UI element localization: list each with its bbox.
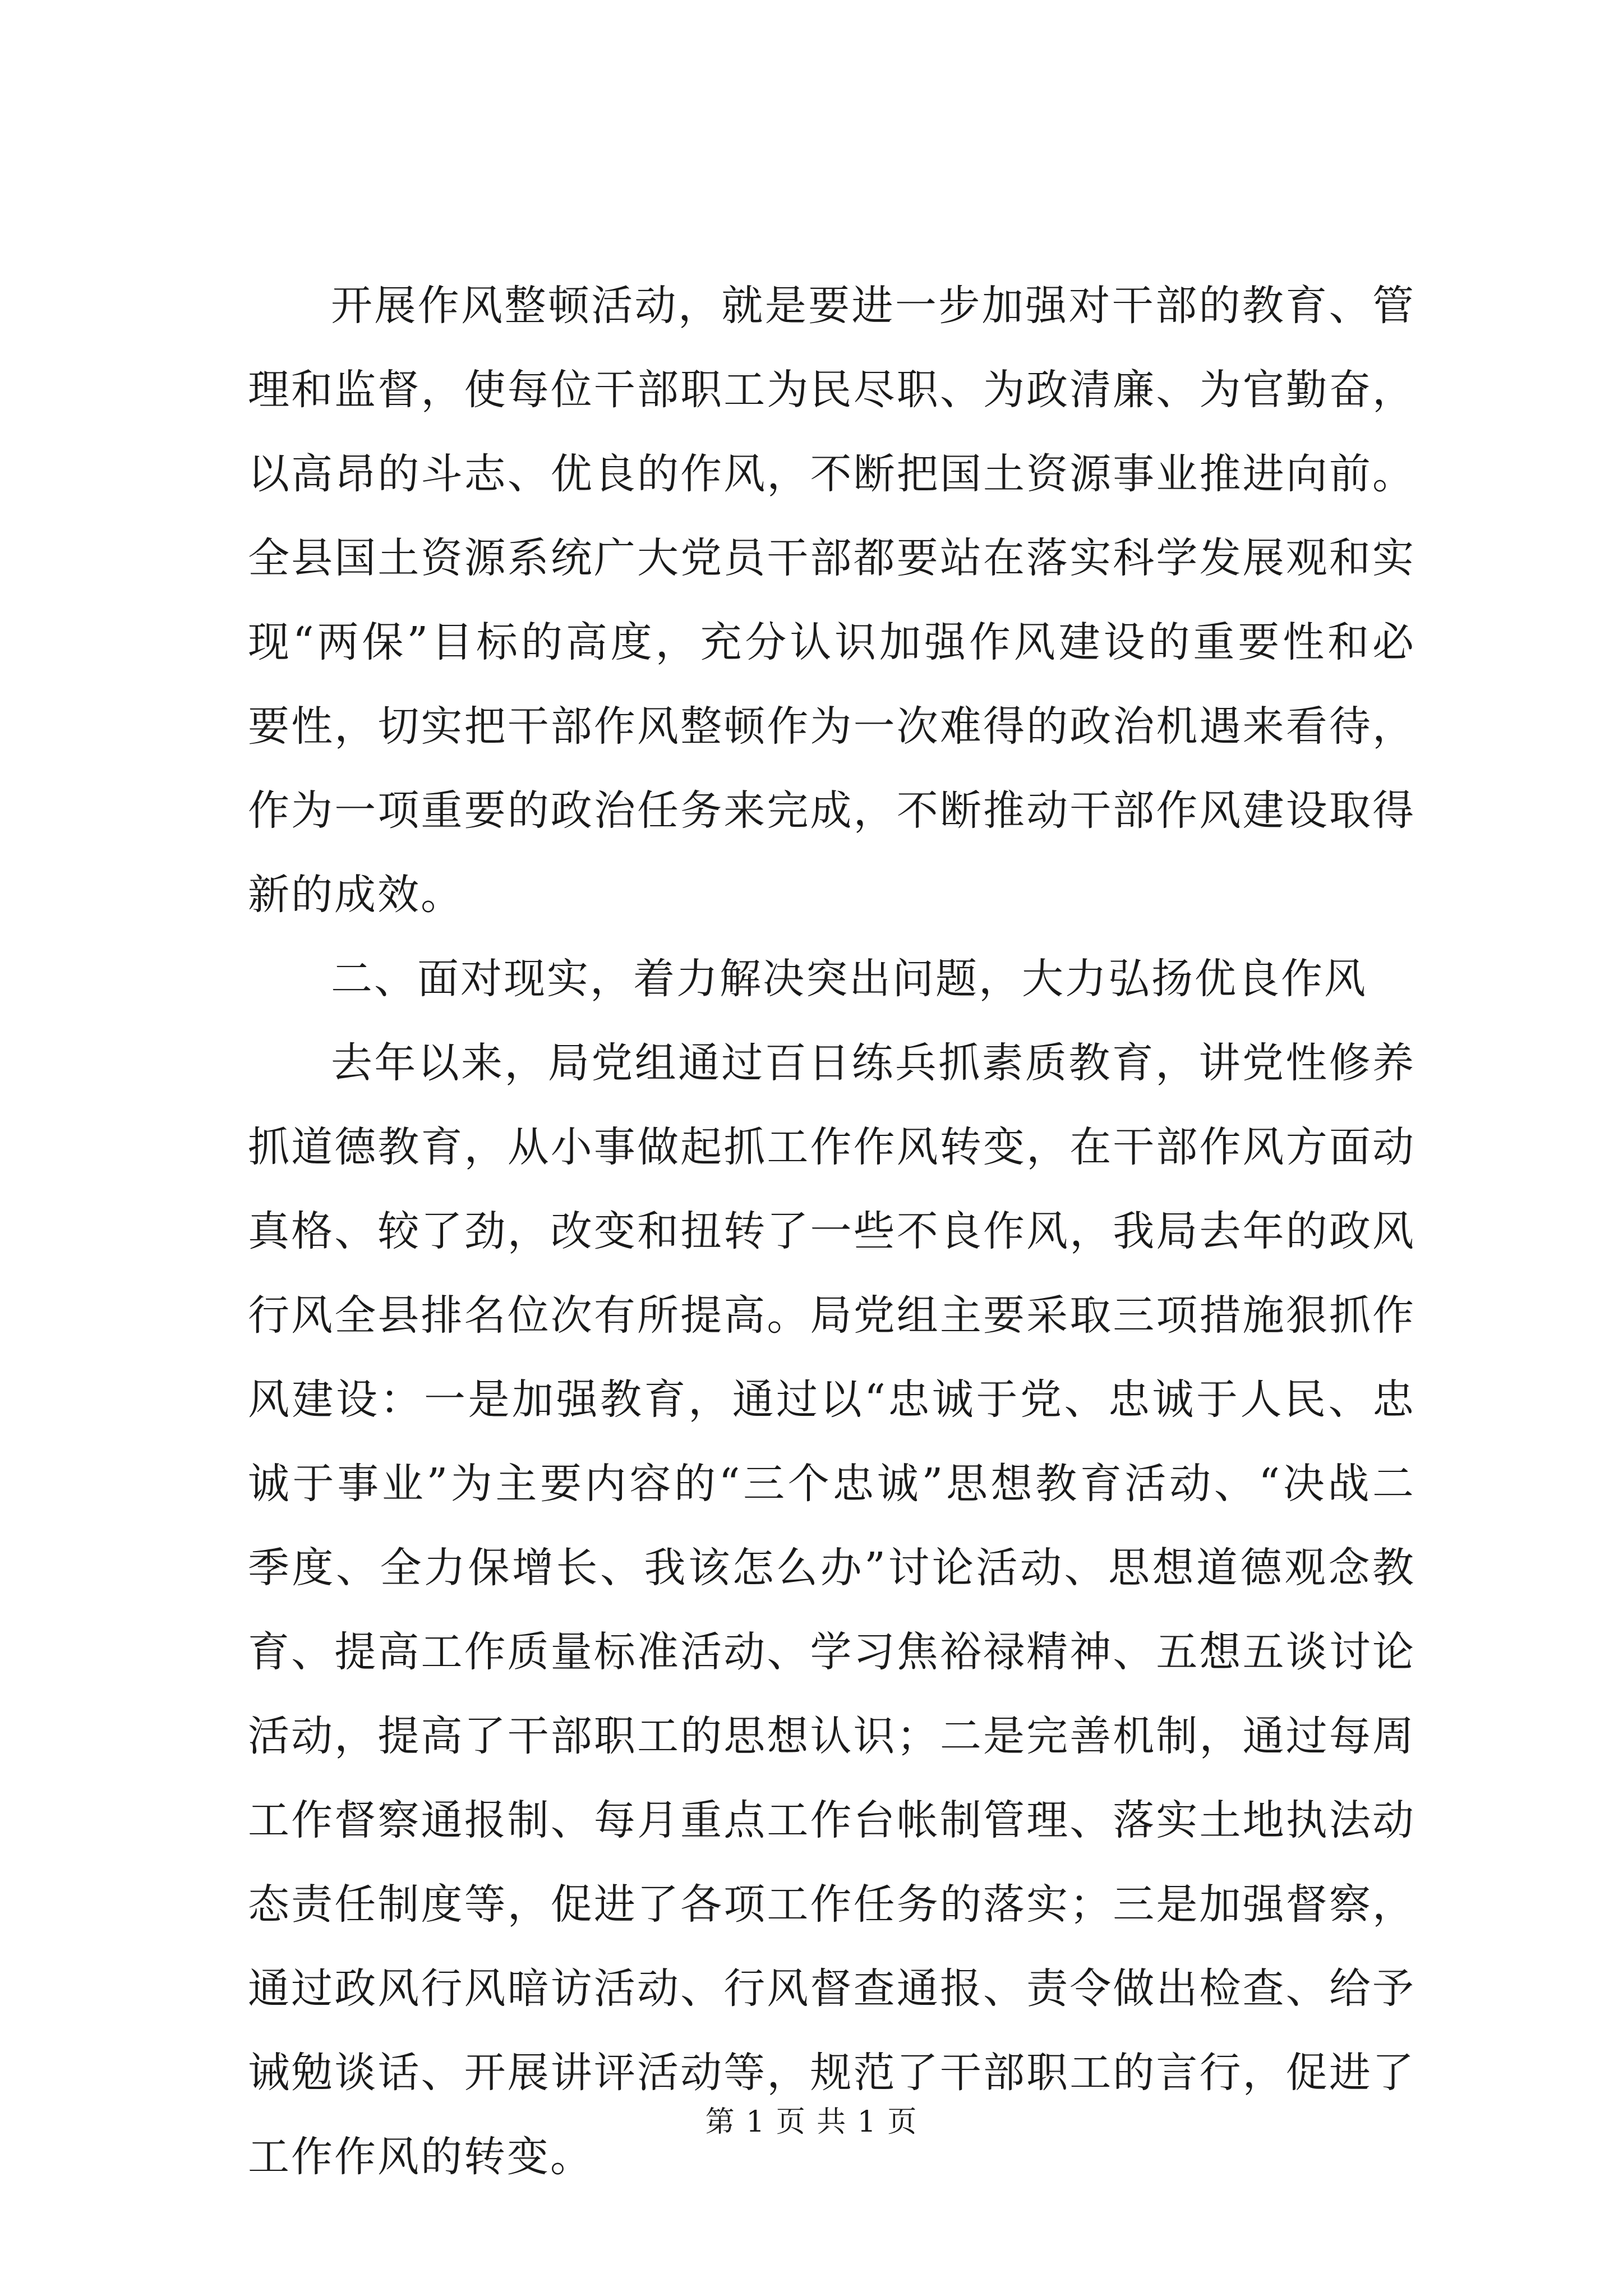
page-number-footer: 第 1 页 共 1 页	[705, 2105, 918, 2139]
section-heading: 二、面对现实，着力解决突出问题，大力弘扬优良作风	[331, 955, 1367, 1003]
paragraph-intro: 开展作风整顿活动，就是要进一步加强对干部的教育、管理和监督，使每位干部职工为民尽职、为政清廉、为官勤奋，以高昂的斗志、优良的作风，不断把国土资源事业推进向前。全县国土资源系统广大党员干部都要站在落实科学发展观和实现“两保”目标的高度，充分认识加强作风建设的重要性和必要性，切实把干部作风整顿作为一次难得的政治机遇来看待，作为一项重要的政治任务来完成，不断推动干部作风建设取得新的成效。	[248, 282, 1415, 919]
document-body	[248, 264, 1415, 2199]
paragraph-measures: 去年以来，局党组通过百日练兵抓素质教育，讲党性修养抓道德教育，从小事做起抓工作作风转变，在干部作风方面动真格、较了劲，改变和扭转了一些不良作风，我局去年的政风行风全县排名位次有所提高。局党组主要采取三项措施狠抓作风建设：一是加强教育，通过以“忠诚于党、忠诚于人民、忠诚于事业”为主要内容的“三个忠诚”思想教育活动、“决战二季度、全力保增长、我该怎么办”讨论活动、思想道德观念教育、提高工作质量标准活动、学习焦裕禄精神、五想五谈讨论活动，提高了干部职工的思想认识；二是完善机制，通过每周工作督察通报制、每月重点工作台帐制管理、落实土地执法动态责任制度等，促进了各项工作任务的落实；三是加强督察，通过政风行风暗访活动、行风督查通报、责令做出检查、给予诫勉谈话、开展讲评活动等，规范了干部职工的言行，促进了工作作风的转变。	[248, 1039, 1415, 2181]
